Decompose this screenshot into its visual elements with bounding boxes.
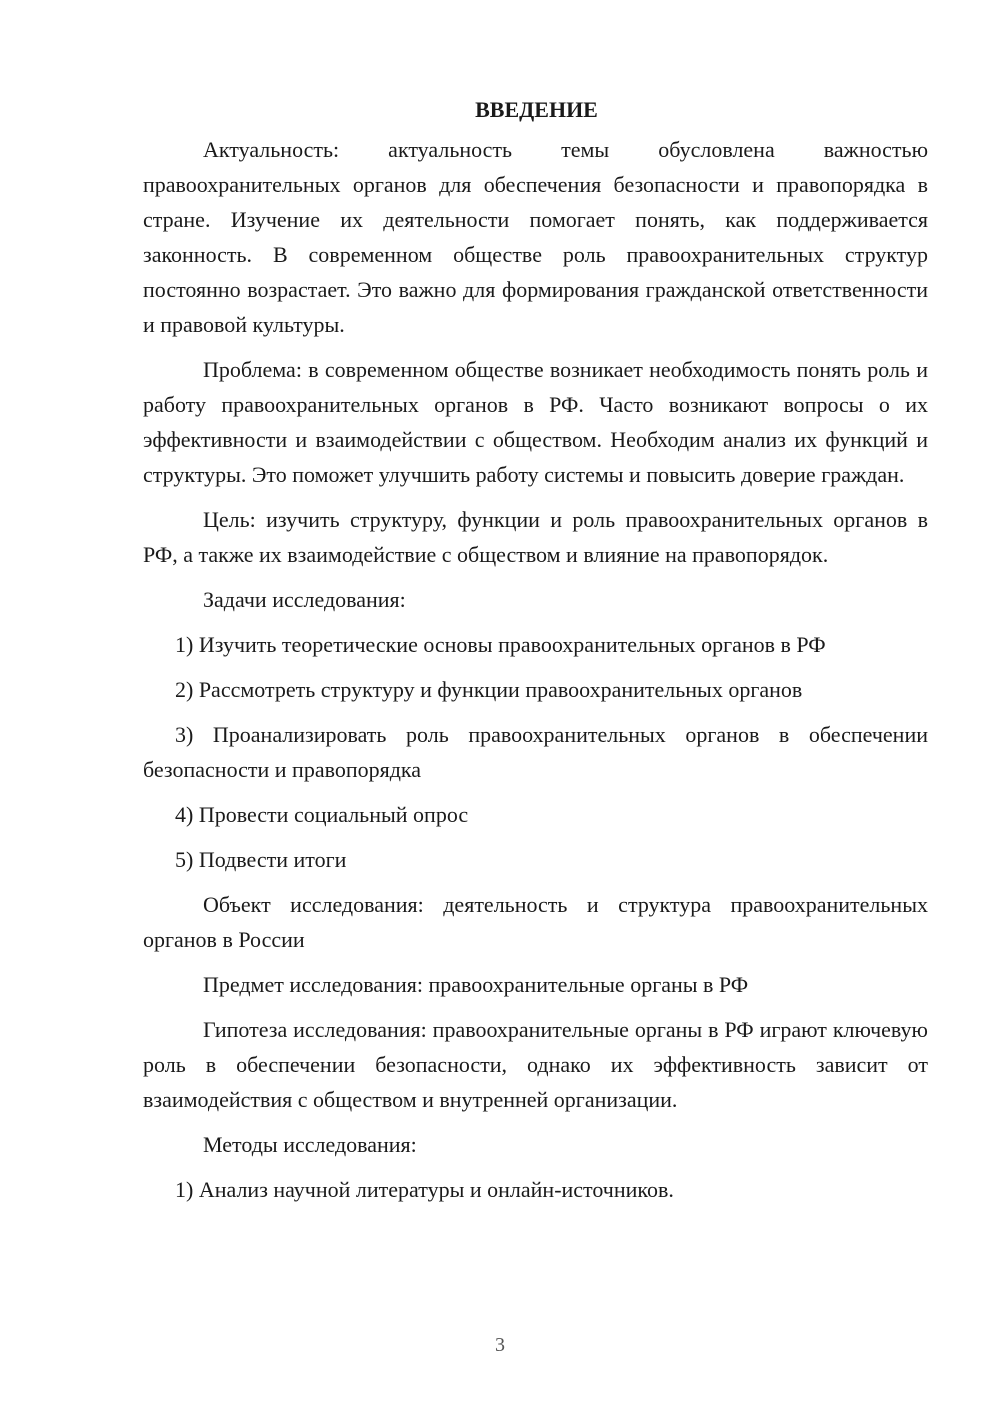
task-item-3: 3) Проанализировать роль правоохранительных органов в обеспечении безопасности и правопорядка [143,722,928,782]
paragraph-hypothesis: Гипотеза исследования: правоохранительные органы в РФ играют ключевую роль в обеспечении безопасности, однако их эффективность зависит от взаимодействия с обществом и внутренней организации. [143,1017,928,1112]
paragraph-object: Объект исследования: деятельность и структура правоохранительных органов в России [143,892,928,952]
task-item-1: 1) Изучить теоретические основы правоохранительных органов в РФ [175,632,826,657]
paragraph-goal: Цель: изучить структуру, функции и роль правоохранительных органов в РФ, а также их взаимодействие с обществом и влияние на правопорядок. [143,507,928,567]
page-number: 3 [495,1334,505,1356]
paragraph-relevance: Актуальность: актуальность темы обусловлена важностью правоохранительных органов для обеспечения безопасности и правопорядка в стране. Изучение их деятельности помогает понять, как поддерживается законность. В современном обществе роль правоохранительных структур постоянно возрастает. Это важно для формирования гражданской ответственности и правовой культуры. [143,137,928,337]
task-item-2: 2) Рассмотреть структуру и функции правоохранительных органов [175,677,803,702]
methods-heading: Методы исследования: [203,1132,417,1157]
page-content [143,92,928,1207]
method-item-1: 1) Анализ научной литературы и онлайн-источников. [175,1177,674,1202]
page-title: ВВЕДЕНИЕ [475,97,598,122]
tasks-heading: Задачи исследования: [203,587,406,612]
paragraph-subject: Предмет исследования: правоохранительные органы в РФ [203,972,749,997]
paragraph-problem: Проблема: в современном обществе возникает необходимость понять роль и работу правоохранительных органов в РФ. Часто возникают вопросы о их эффективности и взаимодействии с обществом. Необходим анализ их функций и структуры. Это поможет улучшить работу системы и повысить доверие граждан. [143,357,928,487]
task-item-5: 5) Подвести итоги [175,847,347,872]
task-item-4: 4) Провести социальный опрос [175,802,469,827]
